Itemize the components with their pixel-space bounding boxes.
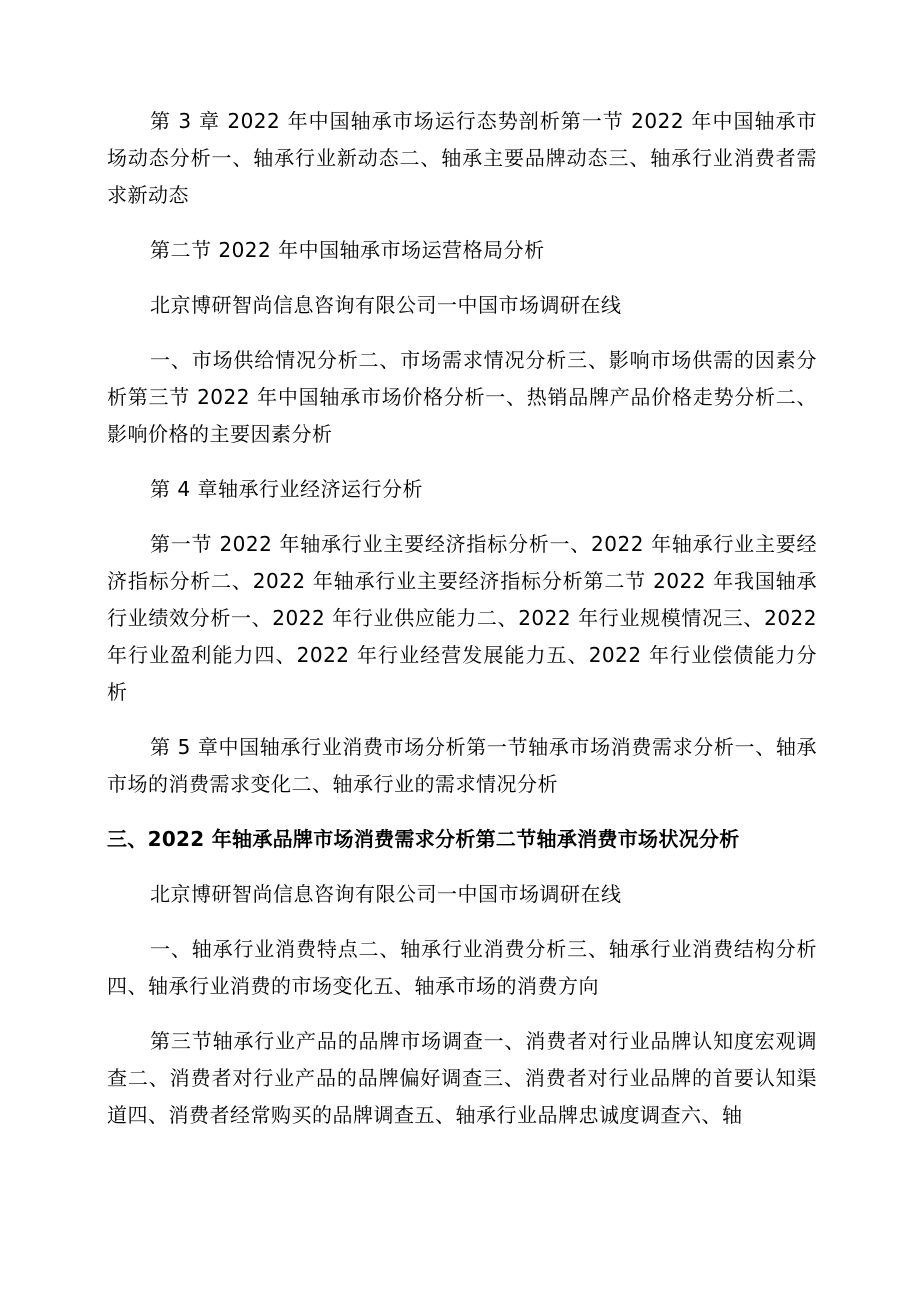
- paragraph-consumption-features: 一、轴承行业消费特点二、轴承行业消费分析三、轴承行业消费结构分析四、轴承行业消费的市场变化五、轴承市场的消费方向: [107, 937, 817, 998]
- paragraph-brand-demand-heading: 三、2022 年轴承品牌市场消费需求分析第二节轴承消费市场状况分析: [107, 827, 740, 851]
- paragraph-chapter-4: 第 4 章轴承行业经济运行分析: [150, 477, 423, 501]
- paragraph-chapter-5: 第 5 章中国轴承行业消费市场分析第一节轴承市场消费需求分析一、轴承市场的消费需求变化二、轴承行业的需求情况分析: [107, 735, 817, 796]
- paragraph-section-2: 第二节 2022 年中国轴承市场运营格局分析: [150, 238, 545, 262]
- paragraph-company-note: 北京博研智尚信息咨询有限公司一中国市场调研在线: [150, 293, 622, 317]
- paragraph-supply-demand: 一、市场供给情况分析二、市场需求情况分析三、影响市场供需的因素分析第三节 2022 年中国轴承市场价格分析一、热销品牌产品价格走势分析二、影响价格的主要因素分析: [107, 348, 817, 446]
- document-body: [107, 103, 817, 1152]
- paragraph-chapter-3: 第 3 章 2022 年中国轴承市场运行态势剖析第一节 2022 年中国轴承市场动态分析一、轴承行业新动态二、轴承主要品牌动态三、轴承行业消费者需求新动态: [107, 109, 817, 207]
- paragraph-brand-survey: 第三节轴承行业产品的品牌市场调查一、消费者对行业品牌认知度宏观调查二、消费者对行业产品的品牌偏好调查三、消费者对行业品牌的首要认知渠道四、消费者经常购买的品牌调查五、轴承行业品牌忠诚度调查六、轴: [107, 1029, 817, 1127]
- paragraph-economic-indicators: 第一节 2022 年轴承行业主要经济指标分析一、2022 年轴承行业主要经济指标分析二、2022 年轴承行业主要经济指标分析第二节 2022 年我国轴承行业绩效分析一、2022 年行业供应能力二、2022 年行业规模情况三、2022 年行业盈利能力四、2022 年行业经营发展能力五、2022 年行业偿债能力分析: [107, 532, 817, 704]
- paragraph-company-note: 北京博研智尚信息咨询有限公司一中国市场调研在线: [150, 882, 622, 906]
